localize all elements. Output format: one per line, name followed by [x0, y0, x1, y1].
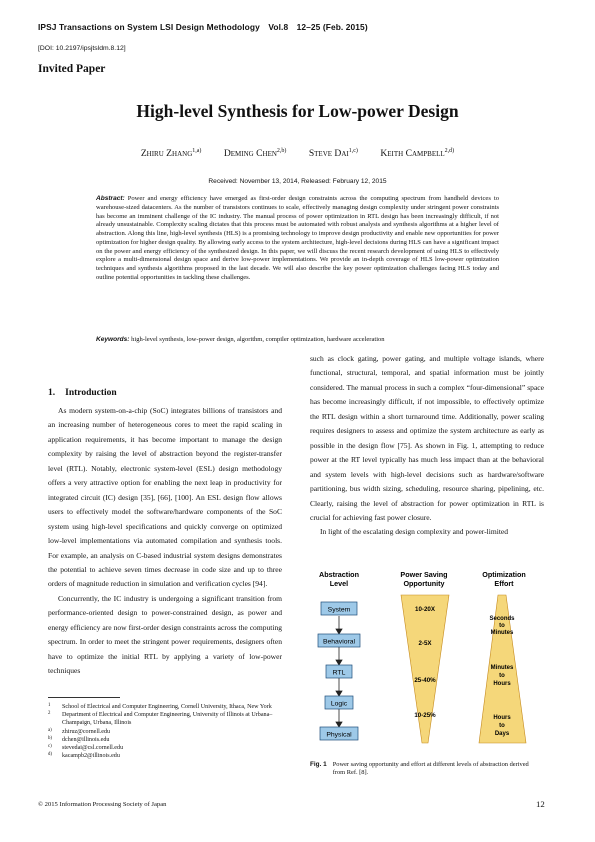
paper-type: Invited Paper — [38, 63, 106, 75]
section-heading — [48, 388, 117, 398]
author: Deming Chen$^{2,b)}$ — [223, 148, 287, 160]
abstract — [96, 195, 499, 283]
effort-label: Days — [494, 731, 510, 737]
saving-label-rtl: 25-40% — [414, 677, 436, 684]
effort-label: Seconds — [489, 616, 515, 622]
figure-col-header: Optimization — [482, 570, 526, 579]
level-label-physical: Physical — [326, 731, 352, 739]
footnote-rule — [48, 697, 120, 698]
effort-label: Minutes — [490, 665, 514, 671]
footnote: b) dchen@illinois.edu — [48, 735, 110, 743]
body-paragraph: In light of the escalating design complexity and power-limited — [320, 527, 509, 537]
effort-label: Hours — [493, 681, 511, 687]
received-dates: Received: November 13, 2014, Released: February 12, 2015 — [208, 178, 387, 185]
author: Zhiru Zhang$^{1,a)}$ — [140, 148, 202, 160]
keywords-text: high-level synthesis, low-power design, algorithm, compiler optimization, hardware acceleration — [131, 336, 385, 343]
effort-label: to — [499, 673, 505, 679]
effort-label: Hours — [493, 715, 511, 721]
section-title: Introduction — [65, 388, 117, 398]
keywords-label: Keywords: — [96, 336, 130, 343]
footnotes — [48, 703, 288, 760]
body-column-right — [310, 352, 544, 540]
saving-label-logic: 10-25% — [414, 712, 436, 719]
author: Keith Campbell$^{2,d)}$ — [380, 148, 455, 160]
figure-col-header: Effort — [494, 579, 514, 588]
saving-label-system: 10-20X — [415, 606, 435, 613]
author-list — [0, 148, 595, 159]
journal-volume: Vol.8 — [268, 22, 289, 32]
effort-label: to — [499, 623, 505, 629]
figure-col-header: Abstraction — [319, 570, 359, 579]
body-paragraph: Concurrently, the IC industry is undergoing a significant transition from performance-oriented design to power-constrained design, as power and energy efficiency are now first-order design constraints across the computing spectrum. In order to meet the stringent power requirements, designers often have to optimize the initial RTL by applying a variety of low-power techniques — [48, 593, 282, 676]
figure-col-header: Level — [329, 579, 349, 588]
footnote: c) stevedai@csl.cornell.edu — [48, 744, 124, 752]
body-column-left — [48, 404, 282, 692]
footnote: d) kacampb2@illinois.edu — [48, 752, 120, 760]
figure-caption-text: Power saving opportunity and effort at different levels of abstraction derived from Ref. [8]. — [332, 761, 529, 777]
figure-caption — [310, 761, 544, 778]
saving-label-behavioral: 2-5X — [418, 640, 432, 647]
paper-title: High-level Synthesis for Low-power Design — [136, 101, 459, 121]
footnote: a) zhiruz@cornell.edu — [48, 727, 111, 735]
journal-header — [38, 22, 578, 32]
level-label-behavioral: Behavioral — [322, 638, 356, 646]
effort-label: to — [499, 723, 505, 729]
body-paragraph: As modern system-on-a-chip (SoC) integrates billions of transistors and an increasing number of heterogeneous cores to meet the rapid scaling in application requirements, it has become important to manage the design complexity by raising the level of abstraction beyond the register-transfer level (RTL). Notably, electronic system-level (ESL) design methodology offers a very attractive option for enabling the next leap in productivity for integrated circuit (IC) design [35], [66], [100]. An ESL design flow allows users to effectively model the software/hardware components of the SoC system using high-level specifications and quickly converge on optimized low-level implementations via automated compilation and synthesis tools. For example, an analysis on C-based industrial system designs demonstrates the potential to achieve seven times decrease in code size and up to three orders of magnitude reduction in simulation and verification cycles [94]. — [48, 406, 282, 589]
power-saving-funnel — [401, 595, 449, 743]
footnote: 1 School of Electrical and Computer Engineering, Cornell University, Ithaca, New York — [48, 703, 272, 710]
effort-label: Minutes — [490, 630, 514, 636]
doi[interactable]: [DOI: 10.2197/ipsjtsldm.8.12] — [38, 45, 126, 52]
figure-1 — [316, 565, 544, 761]
figure-col-header: Opportunity — [403, 579, 445, 588]
body-paragraph: such as clock gating, power gating, and multiple voltage islands, where functional, structural, temporal, and spatial information must be jointly considered. The manual process in such a complex “four-dimensional” space has become increasingly difficult, if not impossible, to effectively optimize the RTL design within a short turnaround time. Additionally, power scaling requires designers to assess and optimize the system architecture as early as possible in the design flow [75]. As shown in Fig. 1, attempting to reduce power at the RT level typically has much less impact than at the behavioral and system levels with high-level decisions such as hardware/software partitioning, bus width sizing, scheduling, resource sharing, pipelining, etc. Clearly, raising the level of abstraction for power optimization in RTL is crucial for achieving fast power closure. — [310, 354, 544, 522]
section-number: 1. — [48, 388, 56, 398]
footnote: 2 Department of Electrical and Computer Engineering, University of Illinois at Urbana–Champaign, Urbana, Illinois — [48, 711, 273, 727]
keywords — [96, 336, 499, 343]
figure-caption-label: Fig. 1 — [310, 761, 327, 768]
journal-name: IPSJ Transactions on System LSI Design Methodology — [38, 22, 260, 32]
level-label-system: System — [327, 606, 351, 614]
level-label-rtl: RTL — [332, 669, 346, 677]
page-number: 12 — [536, 799, 545, 809]
abstract-label: Abstract: — [96, 195, 125, 202]
journal-pages: 12–25 (Feb. 2015) — [296, 22, 368, 32]
figure-1-diagram — [316, 565, 544, 761]
level-label-logic: Logic — [330, 700, 348, 708]
author: Steve Dai$^{1,c)}$ — [308, 148, 358, 160]
copyright: © 2015 Information Processing Society of Japan — [38, 801, 167, 808]
abstract-text: Power and energy efficiency have emerged as first-order design constraints across the computing spectrum from handheld devices to warehouse-sized datacenters. As the number of transistors continues to scale, effectively managing design complexity under stringent power constraints has become an imminent challenge of the IC industry. The manual process of power optimization in RTL design has been increasingly difficult, if not already unsustainable. Complexity scaling dictates that this process must be automated with robust analysis and synthesis algorithms at a higher level of abstraction. Along this line, high-level synthesis (HLS) is a promising technology to improve design productivity and enable new opportunities for power optimization for higher design quality. By allowing early access to the system architecture, high-level decisions during HLS can have a significant impact on the power and energy efficiency of the synthesized design. In this paper, we will discuss the recent research development of using HLS to effectively explore a multi-dimensional design space and derive low-power implementations. We provide an in-depth coverage of HLS low-power optimization techniques and synthesis algorithms proposed in the last decade. We will also describe the key power optimization challenges facing HLS today and outline potential opportunities in tackling these challenges. — [96, 195, 499, 281]
figure-col-header: Power Saving — [400, 570, 448, 579]
